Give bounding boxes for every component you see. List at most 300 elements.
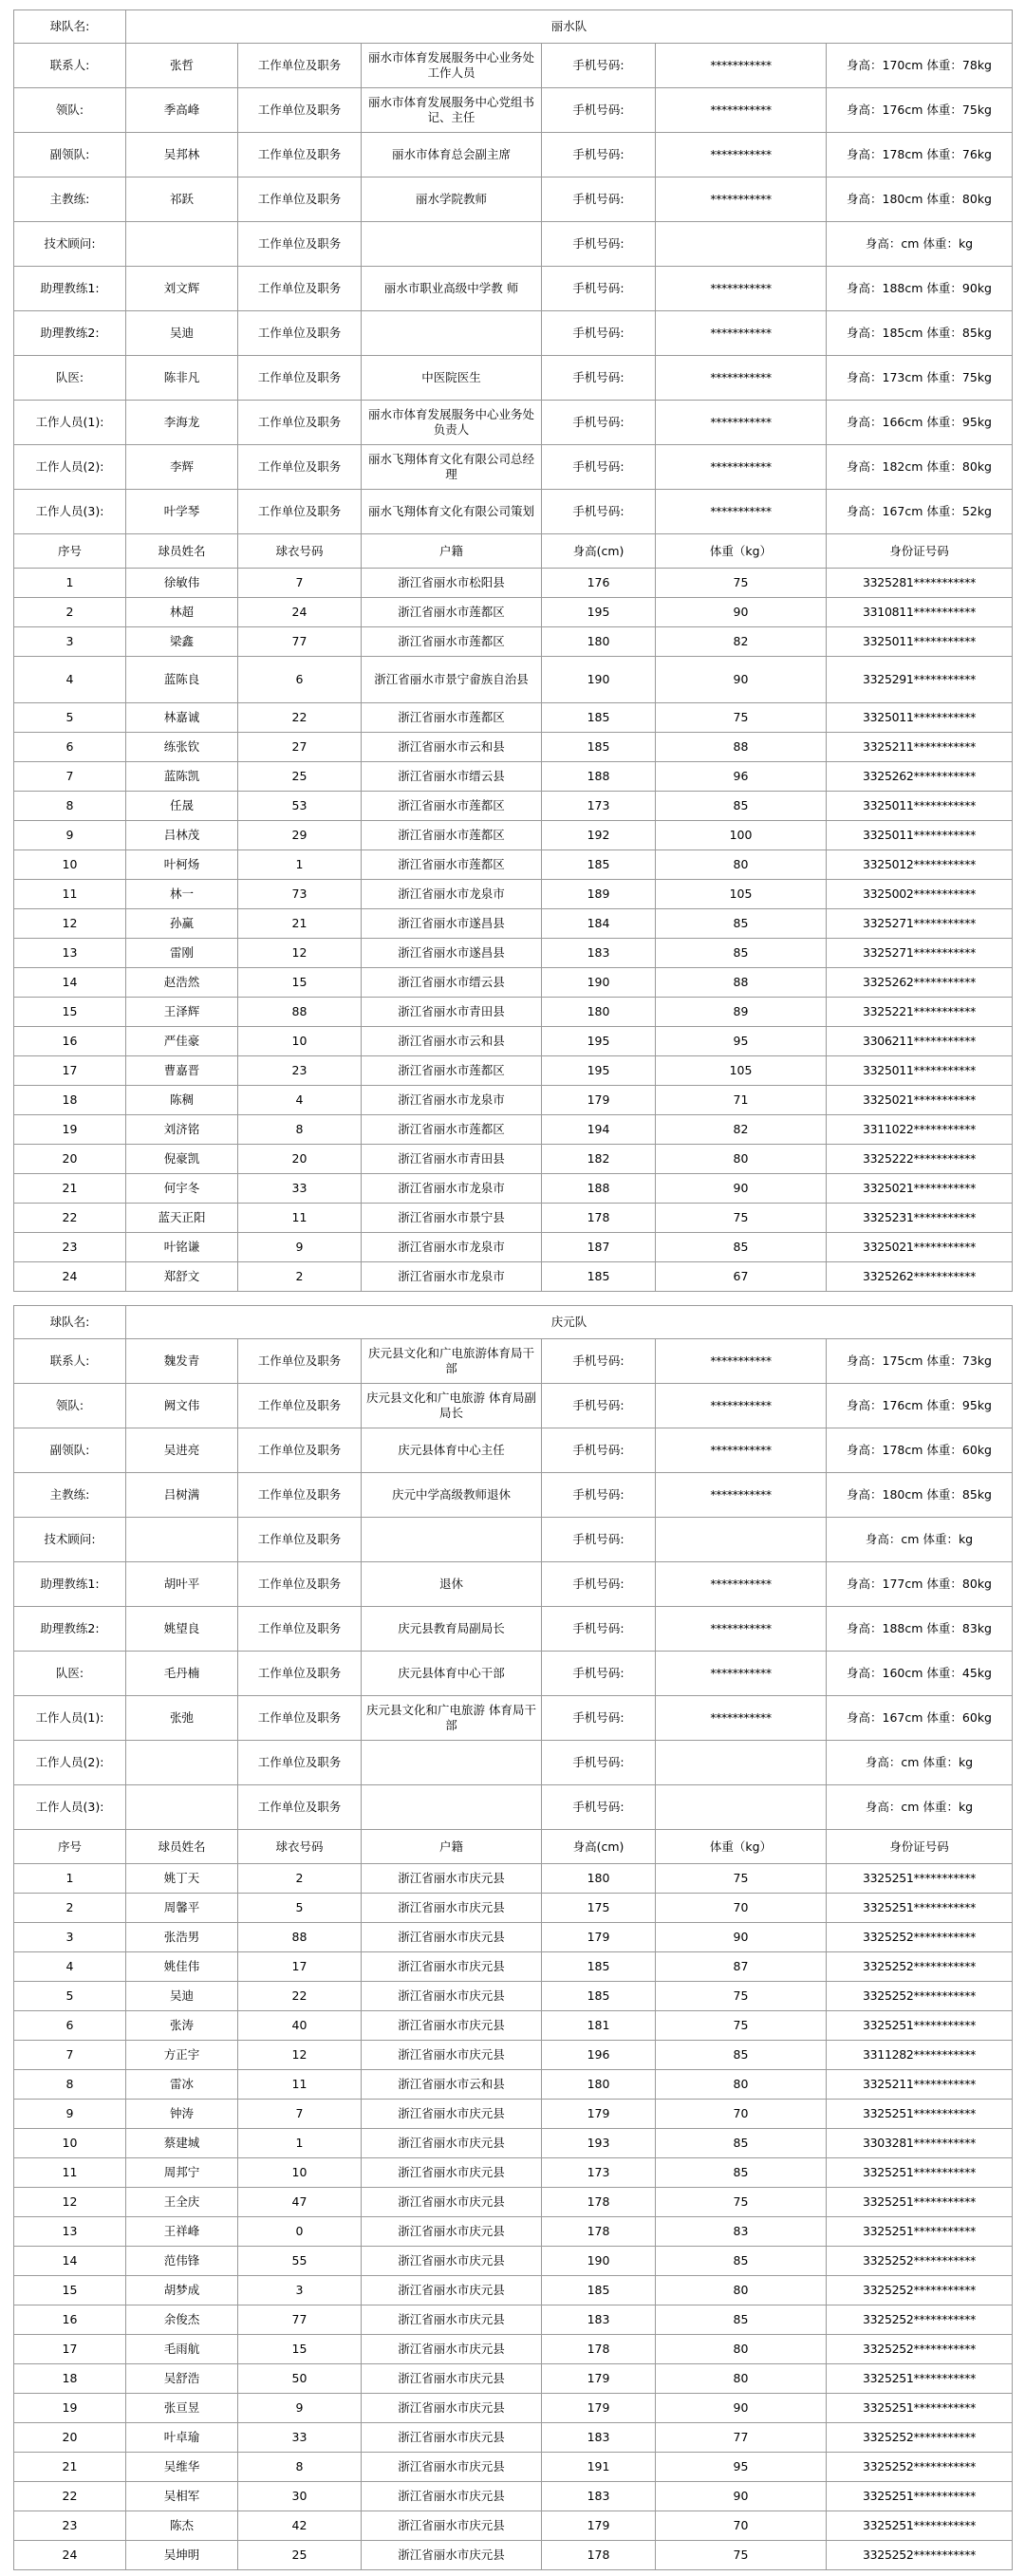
player-id: 3325251*********** bbox=[827, 2158, 1013, 2188]
player-jersey: 21 bbox=[238, 909, 362, 939]
player-height: 180 bbox=[542, 627, 656, 657]
staff-unit-value: 庆元县文化和广电旅游体育局干部 bbox=[362, 1339, 542, 1384]
staff-phone-label: 手机号码: bbox=[542, 1785, 656, 1830]
player-height: 178 bbox=[542, 1204, 656, 1233]
player-hometown: 浙江省丽水市庆元县 bbox=[362, 2276, 542, 2305]
player-height: 175 bbox=[542, 1894, 656, 1923]
player-weight: 80 bbox=[656, 2276, 827, 2305]
staff-role-label: 技术顾问: bbox=[14, 1518, 126, 1562]
player-row bbox=[14, 998, 1013, 1027]
player-jersey: 1 bbox=[238, 2129, 362, 2158]
player-id: 3311022*********** bbox=[827, 1115, 1013, 1145]
player-hometown: 浙江省丽水市庆元县 bbox=[362, 2541, 542, 2570]
player-id: 3325251*********** bbox=[827, 2100, 1013, 2129]
player-no: 19 bbox=[14, 2394, 126, 2423]
player-no: 18 bbox=[14, 1086, 126, 1115]
player-row bbox=[14, 1174, 1013, 1204]
player-no: 7 bbox=[14, 2041, 126, 2070]
staff-bio-value: 身高：176cm 体重：95kg bbox=[827, 1384, 1013, 1428]
staff-unit-label: 工作单位及职务 bbox=[238, 1518, 362, 1562]
player-name: 王全庆 bbox=[126, 2188, 238, 2217]
player-jersey: 55 bbox=[238, 2247, 362, 2276]
staff-phone-label: 手机号码: bbox=[542, 1562, 656, 1607]
staff-person-name: 魏发青 bbox=[126, 1339, 238, 1384]
player-name: 张亘昱 bbox=[126, 2394, 238, 2423]
staff-unit-value bbox=[362, 1518, 542, 1562]
staff-person-name: 吴进亮 bbox=[126, 1428, 238, 1473]
staff-role-label: 助理教练2: bbox=[14, 311, 126, 356]
player-row bbox=[14, 1204, 1013, 1233]
player-id: 3325251*********** bbox=[827, 1864, 1013, 1894]
staff-phone-label: 手机号码: bbox=[542, 1384, 656, 1428]
player-row bbox=[14, 2541, 1013, 2570]
player-row bbox=[14, 1894, 1013, 1923]
player-height: 179 bbox=[542, 1923, 656, 1952]
staff-unit-value: 庆元县体育中心干部 bbox=[362, 1652, 542, 1696]
staff-phone-value: *********** bbox=[656, 1652, 827, 1696]
player-hometown: 浙江省丽水市莲都区 bbox=[362, 850, 542, 880]
player-jersey: 22 bbox=[238, 1982, 362, 2011]
player-col-weight: 体重（kg） bbox=[656, 1830, 827, 1864]
staff-bio-value: 身高：cm 体重：kg bbox=[827, 222, 1013, 267]
staff-row bbox=[14, 1428, 1013, 1473]
player-name: 曹嘉晋 bbox=[126, 1056, 238, 1086]
player-id: 3325252*********** bbox=[827, 2453, 1013, 2482]
player-id: 3325011*********** bbox=[827, 703, 1013, 733]
player-height: 195 bbox=[542, 1027, 656, 1056]
player-height: 185 bbox=[542, 703, 656, 733]
player-row bbox=[14, 1056, 1013, 1086]
staff-unit-value: 丽水市体育发展服务中心业务处工作人员 bbox=[362, 44, 542, 88]
player-height: 173 bbox=[542, 792, 656, 821]
player-name: 蔡建城 bbox=[126, 2129, 238, 2158]
staff-phone-label: 手机号码: bbox=[542, 177, 656, 222]
player-no: 21 bbox=[14, 2453, 126, 2482]
player-name: 何宇冬 bbox=[126, 1174, 238, 1204]
staff-phone-label: 手机号码: bbox=[542, 1652, 656, 1696]
player-no: 14 bbox=[14, 968, 126, 998]
player-weight: 85 bbox=[656, 939, 827, 968]
staff-row bbox=[14, 401, 1013, 445]
staff-unit-value bbox=[362, 1741, 542, 1785]
player-col-id: 身份证号码 bbox=[827, 1830, 1013, 1864]
player-name: 叶柯炀 bbox=[126, 850, 238, 880]
player-header-row bbox=[14, 1830, 1013, 1864]
staff-bio-value: 身高：185cm 体重：85kg bbox=[827, 311, 1013, 356]
player-hometown: 浙江省丽水市龙泉市 bbox=[362, 1262, 542, 1292]
player-height: 178 bbox=[542, 2217, 656, 2247]
player-height: 183 bbox=[542, 2482, 656, 2511]
player-weight: 90 bbox=[656, 1174, 827, 1204]
player-hometown: 浙江省丽水市莲都区 bbox=[362, 598, 542, 627]
player-weight: 95 bbox=[656, 2453, 827, 2482]
staff-role-label: 工作人员(2): bbox=[14, 445, 126, 490]
player-hometown: 浙江省丽水市庆元县 bbox=[362, 2335, 542, 2364]
player-weight: 70 bbox=[656, 1894, 827, 1923]
player-id: 3325251*********** bbox=[827, 2217, 1013, 2247]
section-gap bbox=[14, 1292, 1013, 1306]
player-height: 179 bbox=[542, 2394, 656, 2423]
staff-unit-value bbox=[362, 222, 542, 267]
player-no: 8 bbox=[14, 792, 126, 821]
player-weight: 82 bbox=[656, 1115, 827, 1145]
player-id: 3325251*********** bbox=[827, 2364, 1013, 2394]
staff-unit-label: 工作单位及职务 bbox=[238, 267, 362, 311]
staff-unit-value: 丽水市职业高级中学教 师 bbox=[362, 267, 542, 311]
staff-bio-value: 身高：182cm 体重：80kg bbox=[827, 445, 1013, 490]
player-row bbox=[14, 2158, 1013, 2188]
staff-unit-label: 工作单位及职务 bbox=[238, 1562, 362, 1607]
player-weight: 80 bbox=[656, 2335, 827, 2364]
player-jersey: 12 bbox=[238, 939, 362, 968]
player-id: 3325002*********** bbox=[827, 880, 1013, 909]
player-jersey: 9 bbox=[238, 1233, 362, 1262]
staff-person-name: 张哲 bbox=[126, 44, 238, 88]
player-no: 9 bbox=[14, 821, 126, 850]
player-name: 王泽辉 bbox=[126, 998, 238, 1027]
player-hometown: 浙江省丽水市莲都区 bbox=[362, 703, 542, 733]
player-row bbox=[14, 2217, 1013, 2247]
player-name: 林嘉诚 bbox=[126, 703, 238, 733]
staff-row bbox=[14, 1339, 1013, 1384]
staff-phone-value: *********** bbox=[656, 311, 827, 356]
staff-row bbox=[14, 177, 1013, 222]
player-row bbox=[14, 1923, 1013, 1952]
player-no: 15 bbox=[14, 998, 126, 1027]
staff-phone-value bbox=[656, 222, 827, 267]
player-jersey: 47 bbox=[238, 2188, 362, 2217]
player-row bbox=[14, 880, 1013, 909]
player-weight: 67 bbox=[656, 1262, 827, 1292]
staff-row bbox=[14, 1696, 1013, 1741]
staff-person-name bbox=[126, 1741, 238, 1785]
player-hometown: 浙江省丽水市缙云县 bbox=[362, 762, 542, 792]
staff-phone-label: 手机号码: bbox=[542, 1473, 656, 1518]
player-hometown: 浙江省丽水市庆元县 bbox=[362, 2011, 542, 2041]
player-height: 185 bbox=[542, 2276, 656, 2305]
player-no: 15 bbox=[14, 2276, 126, 2305]
player-col-no: 序号 bbox=[14, 534, 126, 569]
player-weight: 85 bbox=[656, 792, 827, 821]
player-id: 3325262*********** bbox=[827, 762, 1013, 792]
staff-role-label: 副领队: bbox=[14, 133, 126, 177]
player-row bbox=[14, 1115, 1013, 1145]
player-no: 18 bbox=[14, 2364, 126, 2394]
player-height: 179 bbox=[542, 2100, 656, 2129]
staff-person-name: 吕树满 bbox=[126, 1473, 238, 1518]
player-row bbox=[14, 2511, 1013, 2541]
player-id: 3325271*********** bbox=[827, 939, 1013, 968]
player-jersey: 24 bbox=[238, 598, 362, 627]
player-jersey: 73 bbox=[238, 880, 362, 909]
player-row bbox=[14, 1086, 1013, 1115]
player-no: 9 bbox=[14, 2100, 126, 2129]
staff-row bbox=[14, 133, 1013, 177]
player-row bbox=[14, 2305, 1013, 2335]
player-jersey: 22 bbox=[238, 703, 362, 733]
player-col-name: 球员姓名 bbox=[126, 534, 238, 569]
staff-bio-value: 身高：175cm 体重：73kg bbox=[827, 1339, 1013, 1384]
player-hometown: 浙江省丽水市莲都区 bbox=[362, 1115, 542, 1145]
player-height: 194 bbox=[542, 1115, 656, 1145]
player-weight: 80 bbox=[656, 850, 827, 880]
staff-phone-label: 手机号码: bbox=[542, 445, 656, 490]
player-col-weight: 体重（kg） bbox=[656, 534, 827, 569]
player-hometown: 浙江省丽水市云和县 bbox=[362, 2070, 542, 2100]
staff-role-label: 助理教练2: bbox=[14, 1607, 126, 1652]
player-row bbox=[14, 569, 1013, 598]
staff-phone-value: *********** bbox=[656, 267, 827, 311]
player-height: 173 bbox=[542, 2158, 656, 2188]
staff-bio-value: 身高：173cm 体重：75kg bbox=[827, 356, 1013, 401]
player-name: 赵浩然 bbox=[126, 968, 238, 998]
staff-unit-value: 庆元县文化和广电旅游 体育局副局长 bbox=[362, 1384, 542, 1428]
staff-unit-label: 工作单位及职务 bbox=[238, 1696, 362, 1741]
player-id: 3325021*********** bbox=[827, 1233, 1013, 1262]
player-no: 3 bbox=[14, 627, 126, 657]
player-jersey: 12 bbox=[238, 2041, 362, 2070]
player-no: 1 bbox=[14, 1864, 126, 1894]
player-id: 3325252*********** bbox=[827, 2541, 1013, 2570]
player-no: 24 bbox=[14, 2541, 126, 2570]
player-jersey: 7 bbox=[238, 2100, 362, 2129]
staff-person-name: 李辉 bbox=[126, 445, 238, 490]
player-jersey: 5 bbox=[238, 1894, 362, 1923]
player-no: 13 bbox=[14, 2217, 126, 2247]
player-name: 王祥峰 bbox=[126, 2217, 238, 2247]
player-height: 189 bbox=[542, 880, 656, 909]
player-no: 20 bbox=[14, 1145, 126, 1174]
staff-bio-value: 身高：178cm 体重：60kg bbox=[827, 1428, 1013, 1473]
staff-phone-label: 手机号码: bbox=[542, 401, 656, 445]
player-no: 11 bbox=[14, 2158, 126, 2188]
staff-role-label: 联系人: bbox=[14, 44, 126, 88]
player-jersey: 4 bbox=[238, 1086, 362, 1115]
staff-unit-value bbox=[362, 311, 542, 356]
staff-role-label: 工作人员(2): bbox=[14, 1741, 126, 1785]
staff-unit-value: 丽水市体育发展服务中心业务处负责人 bbox=[362, 401, 542, 445]
player-no: 2 bbox=[14, 598, 126, 627]
player-no: 6 bbox=[14, 733, 126, 762]
staff-phone-value: *********** bbox=[656, 1607, 827, 1652]
player-name: 林超 bbox=[126, 598, 238, 627]
staff-phone-label: 手机号码: bbox=[542, 44, 656, 88]
player-no: 11 bbox=[14, 880, 126, 909]
staff-bio-value: 身高：cm 体重：kg bbox=[827, 1741, 1013, 1785]
player-hometown: 浙江省丽水市景宁县 bbox=[362, 1204, 542, 1233]
player-name: 周邦宁 bbox=[126, 2158, 238, 2188]
player-no: 12 bbox=[14, 909, 126, 939]
player-row bbox=[14, 1233, 1013, 1262]
player-name: 叶卓瑜 bbox=[126, 2423, 238, 2453]
player-name: 姚丁天 bbox=[126, 1864, 238, 1894]
staff-row bbox=[14, 1785, 1013, 1830]
staff-phone-value bbox=[656, 1741, 827, 1785]
staff-unit-label: 工作单位及职务 bbox=[238, 177, 362, 222]
staff-person-name: 姚望良 bbox=[126, 1607, 238, 1652]
player-col-height: 身高(cm) bbox=[542, 1830, 656, 1864]
player-height: 190 bbox=[542, 657, 656, 703]
player-jersey: 53 bbox=[238, 792, 362, 821]
player-id: 3325231*********** bbox=[827, 1204, 1013, 1233]
staff-phone-label: 手机号码: bbox=[542, 356, 656, 401]
player-col-jersey: 球衣号码 bbox=[238, 534, 362, 569]
player-id: 3325262*********** bbox=[827, 1262, 1013, 1292]
player-no: 12 bbox=[14, 2188, 126, 2217]
staff-phone-value: *********** bbox=[656, 490, 827, 534]
player-jersey: 77 bbox=[238, 2305, 362, 2335]
player-hometown: 浙江省丽水市云和县 bbox=[362, 1027, 542, 1056]
roster-table bbox=[13, 9, 1013, 2570]
player-jersey: 6 bbox=[238, 657, 362, 703]
staff-phone-value: *********** bbox=[656, 177, 827, 222]
player-id: 3325251*********** bbox=[827, 2511, 1013, 2541]
player-hometown: 浙江省丽水市庆元县 bbox=[362, 2394, 542, 2423]
player-jersey: 2 bbox=[238, 1262, 362, 1292]
player-id: 3310811*********** bbox=[827, 598, 1013, 627]
player-height: 183 bbox=[542, 2305, 656, 2335]
player-hometown: 浙江省丽水市庆元县 bbox=[362, 2129, 542, 2158]
player-jersey: 33 bbox=[238, 2423, 362, 2453]
player-weight: 75 bbox=[656, 569, 827, 598]
player-height: 180 bbox=[542, 998, 656, 1027]
player-hometown: 浙江省丽水市龙泉市 bbox=[362, 880, 542, 909]
player-no: 17 bbox=[14, 2335, 126, 2364]
staff-row bbox=[14, 1384, 1013, 1428]
player-hometown: 浙江省丽水市庆元县 bbox=[362, 2511, 542, 2541]
staff-row bbox=[14, 490, 1013, 534]
player-id: 3325251*********** bbox=[827, 1894, 1013, 1923]
staff-role-label: 工作人员(1): bbox=[14, 401, 126, 445]
player-jersey: 25 bbox=[238, 762, 362, 792]
staff-phone-label: 手机号码: bbox=[542, 1607, 656, 1652]
player-row bbox=[14, 2129, 1013, 2158]
player-hometown: 浙江省丽水市庆元县 bbox=[362, 2188, 542, 2217]
staff-unit-label: 工作单位及职务 bbox=[238, 401, 362, 445]
player-id: 3325252*********** bbox=[827, 1952, 1013, 1982]
player-hometown: 浙江省丽水市庆元县 bbox=[362, 2247, 542, 2276]
player-height: 192 bbox=[542, 821, 656, 850]
staff-person-name: 吴迪 bbox=[126, 311, 238, 356]
player-name: 姚佳伟 bbox=[126, 1952, 238, 1982]
player-row bbox=[14, 2453, 1013, 2482]
player-hometown: 浙江省丽水市莲都区 bbox=[362, 1056, 542, 1086]
player-weight: 80 bbox=[656, 2364, 827, 2394]
player-no: 20 bbox=[14, 2423, 126, 2453]
player-hometown: 浙江省丽水市庆元县 bbox=[362, 2217, 542, 2247]
staff-person-name bbox=[126, 1518, 238, 1562]
staff-phone-value: *********** bbox=[656, 1562, 827, 1607]
staff-bio-value: 身高：cm 体重：kg bbox=[827, 1785, 1013, 1830]
player-col-height: 身高(cm) bbox=[542, 534, 656, 569]
player-height: 183 bbox=[542, 939, 656, 968]
player-weight: 80 bbox=[656, 1145, 827, 1174]
staff-person-name: 吴邦林 bbox=[126, 133, 238, 177]
player-no: 16 bbox=[14, 2305, 126, 2335]
staff-role-label: 副领队: bbox=[14, 1428, 126, 1473]
player-height: 182 bbox=[542, 1145, 656, 1174]
player-jersey: 2 bbox=[238, 1864, 362, 1894]
player-no: 2 bbox=[14, 1894, 126, 1923]
player-hometown: 浙江省丽水市庆元县 bbox=[362, 1864, 542, 1894]
player-hometown: 浙江省丽水市莲都区 bbox=[362, 627, 542, 657]
player-row bbox=[14, 657, 1013, 703]
staff-unit-label: 工作单位及职务 bbox=[238, 44, 362, 88]
staff-row bbox=[14, 88, 1013, 133]
player-name: 吴坤明 bbox=[126, 2541, 238, 2570]
player-no: 7 bbox=[14, 762, 126, 792]
player-hometown: 浙江省丽水市庆元县 bbox=[362, 2364, 542, 2394]
player-jersey: 10 bbox=[238, 1027, 362, 1056]
player-col-name: 球员姓名 bbox=[126, 1830, 238, 1864]
staff-bio-value: 身高：167cm 体重：60kg bbox=[827, 1696, 1013, 1741]
player-weight: 75 bbox=[656, 1864, 827, 1894]
player-no: 10 bbox=[14, 2129, 126, 2158]
staff-person-name: 陈非凡 bbox=[126, 356, 238, 401]
player-no: 8 bbox=[14, 2070, 126, 2100]
player-id: 3325252*********** bbox=[827, 2305, 1013, 2335]
staff-phone-label: 手机号码: bbox=[542, 1518, 656, 1562]
player-row bbox=[14, 2247, 1013, 2276]
staff-row bbox=[14, 356, 1013, 401]
player-height: 185 bbox=[542, 850, 656, 880]
staff-role-label: 工作人员(1): bbox=[14, 1696, 126, 1741]
staff-person-name: 张弛 bbox=[126, 1696, 238, 1741]
player-height: 183 bbox=[542, 2423, 656, 2453]
player-header-row bbox=[14, 534, 1013, 569]
staff-unit-label: 工作单位及职务 bbox=[238, 1607, 362, 1652]
player-row bbox=[14, 2011, 1013, 2041]
player-id: 3325252*********** bbox=[827, 1982, 1013, 2011]
player-jersey: 20 bbox=[238, 1145, 362, 1174]
player-id: 3325252*********** bbox=[827, 2423, 1013, 2453]
player-hometown: 浙江省丽水市庆元县 bbox=[362, 2423, 542, 2453]
player-no: 23 bbox=[14, 1233, 126, 1262]
player-jersey: 1 bbox=[238, 850, 362, 880]
player-name: 张涛 bbox=[126, 2011, 238, 2041]
staff-phone-label: 手机号码: bbox=[542, 133, 656, 177]
player-weight: 85 bbox=[656, 1233, 827, 1262]
staff-row bbox=[14, 1473, 1013, 1518]
staff-unit-label: 工作单位及职务 bbox=[238, 1384, 362, 1428]
player-height: 185 bbox=[542, 1262, 656, 1292]
player-jersey: 11 bbox=[238, 2070, 362, 2100]
player-id: 3325252*********** bbox=[827, 2247, 1013, 2276]
staff-bio-value: 身高：cm 体重：kg bbox=[827, 1518, 1013, 1562]
staff-phone-label: 手机号码: bbox=[542, 1428, 656, 1473]
player-jersey: 8 bbox=[238, 2453, 362, 2482]
player-height: 195 bbox=[542, 1056, 656, 1086]
player-row bbox=[14, 2276, 1013, 2305]
player-row bbox=[14, 909, 1013, 939]
team-name-row bbox=[14, 1306, 1013, 1339]
staff-row bbox=[14, 222, 1013, 267]
player-row bbox=[14, 2100, 1013, 2129]
player-weight: 88 bbox=[656, 968, 827, 998]
staff-role-label: 队医: bbox=[14, 356, 126, 401]
staff-bio-value: 身高：170cm 体重：78kg bbox=[827, 44, 1013, 88]
player-weight: 75 bbox=[656, 1982, 827, 2011]
player-row bbox=[14, 2364, 1013, 2394]
player-name: 林一 bbox=[126, 880, 238, 909]
staff-unit-value: 丽水市体育发展服务中心党组书记、主任 bbox=[362, 88, 542, 133]
player-row bbox=[14, 2423, 1013, 2453]
staff-unit-label: 工作单位及职务 bbox=[238, 88, 362, 133]
player-name: 胡梦成 bbox=[126, 2276, 238, 2305]
player-height: 185 bbox=[542, 1982, 656, 2011]
player-height: 190 bbox=[542, 2247, 656, 2276]
player-no: 4 bbox=[14, 1952, 126, 1982]
